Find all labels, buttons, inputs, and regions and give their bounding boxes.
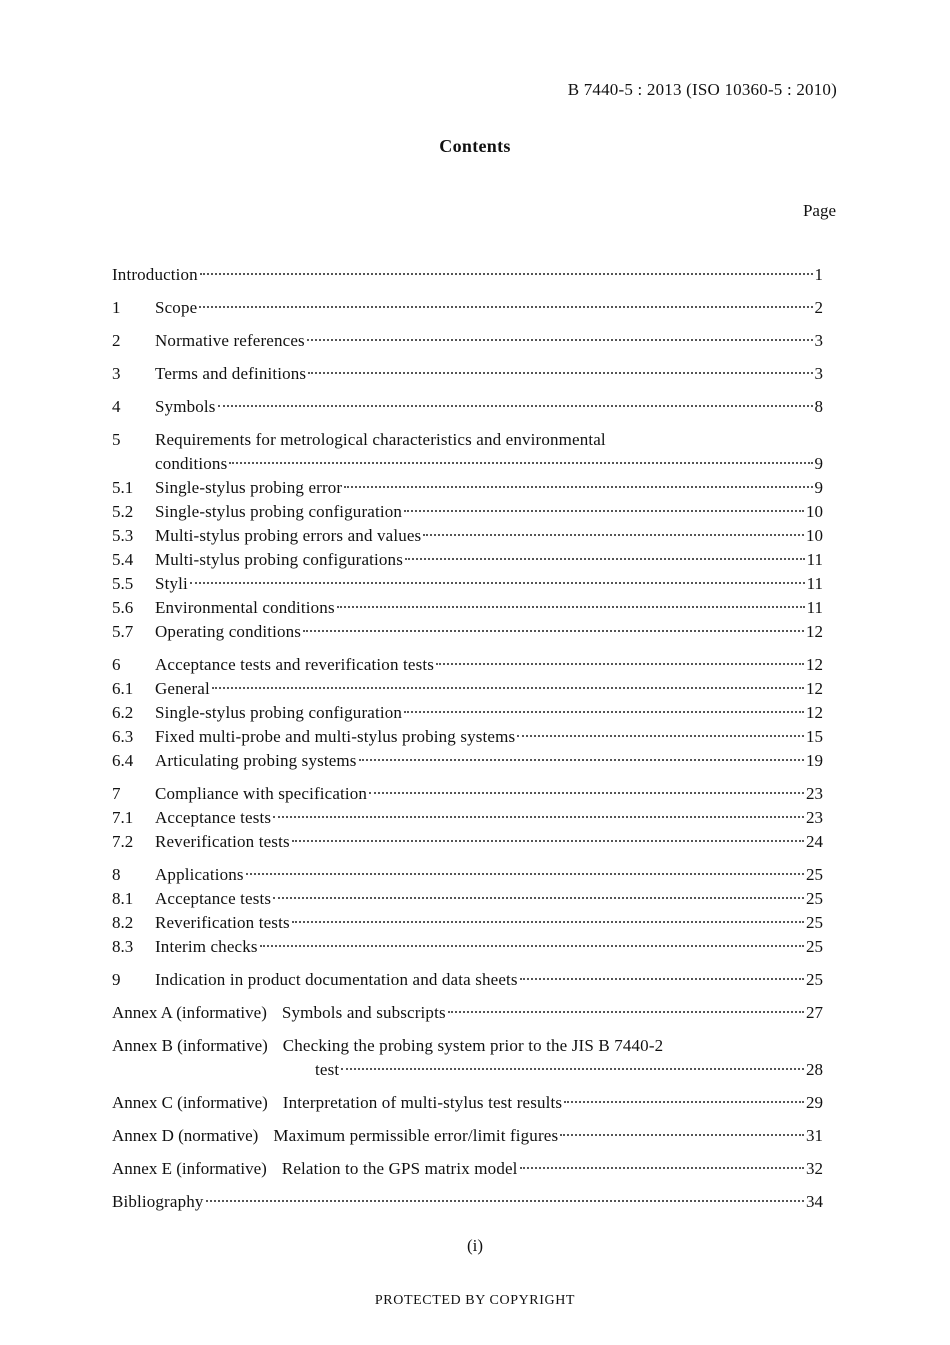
section-number: 1 xyxy=(112,298,121,317)
dot-leader xyxy=(292,840,804,842)
toc-entry-page: 25 xyxy=(806,889,823,908)
toc-entry-title: Acceptance tests xyxy=(155,808,272,827)
page-column-label: Page xyxy=(802,201,836,220)
toc-entry-page: 12 xyxy=(806,703,823,722)
section-number: 8.1 xyxy=(112,889,134,908)
page-number: (i) xyxy=(466,1236,484,1255)
annex-label: Annex C (informative) xyxy=(112,1093,268,1112)
toc-entry-acceptance-reverification[interactable] xyxy=(112,653,823,677)
dot-leader xyxy=(564,1101,804,1103)
toc-entry-5-2[interactable] xyxy=(112,500,823,524)
section-number: 4 xyxy=(112,397,121,416)
dot-leader xyxy=(199,306,812,308)
toc-entry-title: Compliance with specification xyxy=(155,784,368,803)
toc-entry-annex-b-continued[interactable] xyxy=(112,1058,823,1082)
toc-entry-page: 34 xyxy=(806,1192,823,1211)
toc-entry-page: 11 xyxy=(806,598,823,617)
toc-entry-page: 25 xyxy=(806,937,823,956)
dot-leader xyxy=(273,897,804,899)
toc-entry-title: Styli xyxy=(155,574,188,593)
dot-leader xyxy=(404,711,804,713)
toc-entry-page: 25 xyxy=(806,970,823,989)
toc-entry-title: Indication in product documentation and data sheets xyxy=(155,970,518,989)
toc-entry-page: 11 xyxy=(806,550,823,569)
toc-entry-title: Fixed multi-probe and multi-stylus probing systems xyxy=(155,727,516,746)
toc-entry-title: Scope xyxy=(155,298,198,317)
toc-entry-title: Single-stylus probing configuration xyxy=(155,502,403,521)
dot-leader xyxy=(308,372,812,374)
section-number: 8.2 xyxy=(112,913,134,932)
section-number: 6.2 xyxy=(112,703,134,722)
dot-leader xyxy=(200,273,813,275)
toc-entry-page: 29 xyxy=(806,1093,823,1112)
toc-entry-page: 12 xyxy=(806,679,823,698)
toc-entry-title: Environmental conditions xyxy=(155,598,335,617)
section-number: 5.7 xyxy=(112,622,134,641)
toc-entry-title: Multi-stylus probing configurations xyxy=(155,550,403,569)
toc-entry-symbols[interactable] xyxy=(112,395,823,419)
toc-entry-title: Terms and definitions xyxy=(155,364,307,383)
toc-entry-5-1[interactable] xyxy=(112,476,823,500)
toc-entry-page: 10 xyxy=(806,502,823,521)
toc-entry-page: 25 xyxy=(806,913,823,932)
toc-entry-annex-c[interactable] xyxy=(112,1091,823,1115)
toc-entry-page: 9 xyxy=(814,478,823,497)
dot-leader xyxy=(344,486,812,488)
toc-entry-annex-e[interactable] xyxy=(112,1157,823,1181)
toc-entry-page: 11 xyxy=(806,574,823,593)
annex-label: Annex D (normative) xyxy=(112,1126,259,1145)
toc-entry-page: 32 xyxy=(806,1159,823,1178)
toc-entry-terms-definitions[interactable] xyxy=(112,362,823,386)
section-number: 5.6 xyxy=(112,598,134,617)
toc-entry-title: Operating conditions xyxy=(155,622,302,641)
toc-entry-title: Symbols xyxy=(155,397,216,416)
section-number: 6 xyxy=(112,655,121,674)
toc-entry-page: 2 xyxy=(814,298,823,317)
section-number: 7.2 xyxy=(112,832,134,851)
section-number: 7.1 xyxy=(112,808,134,827)
toc-entry-title: Maximum permissible error/limit figures xyxy=(273,1126,559,1145)
toc-entry-8-2[interactable] xyxy=(112,911,823,935)
section-number: 6.3 xyxy=(112,727,134,746)
dot-leader xyxy=(260,945,804,947)
toc-entry-page: 9 xyxy=(814,454,823,473)
dot-leader xyxy=(448,1011,804,1013)
toc-entry-page: 23 xyxy=(806,808,823,827)
toc-entry-page: 1 xyxy=(814,265,823,284)
toc-entry-title: Normative references xyxy=(155,331,305,350)
toc-entry-6-1[interactable] xyxy=(112,677,823,701)
toc-entry-6-2[interactable] xyxy=(112,701,823,725)
toc-entry-7-1[interactable] xyxy=(112,806,823,830)
dot-leader xyxy=(369,792,804,794)
toc-entry-title: test xyxy=(315,1060,340,1079)
section-number: 6.1 xyxy=(112,679,134,698)
toc-entry-8-3[interactable] xyxy=(112,935,823,959)
dot-leader xyxy=(337,606,805,608)
document-identifier: B 7440-5 : 2013 (ISO 10360-5 : 2010) xyxy=(567,80,837,99)
annex-label: Annex E (informative) xyxy=(112,1159,267,1178)
dot-leader xyxy=(303,630,804,632)
toc-entry-page: 24 xyxy=(806,832,823,851)
toc-entry-title: Single-stylus probing configuration xyxy=(155,703,403,722)
dot-leader xyxy=(206,1200,804,1202)
toc-entry-page: 19 xyxy=(806,751,823,770)
section-number: 8.3 xyxy=(112,937,134,956)
toc-entry-title: Bibliography xyxy=(112,1192,204,1211)
toc-entry-title: conditions xyxy=(155,454,228,473)
copyright-notice: PROTECTED BY COPYRIGHT xyxy=(374,1293,576,1308)
toc-entry-requirements-continued[interactable] xyxy=(112,452,823,476)
toc-entry-indication[interactable] xyxy=(112,968,823,992)
toc-entry-title: Reverification tests xyxy=(155,913,290,932)
toc-entry-5-7[interactable] xyxy=(112,620,823,644)
contents-heading: Contents xyxy=(439,136,511,156)
toc-entry-page: 28 xyxy=(806,1060,823,1079)
toc-entry-requirements[interactable] xyxy=(112,428,823,452)
toc-entry-page: 25 xyxy=(806,865,823,884)
section-number: 3 xyxy=(112,364,121,383)
dot-leader xyxy=(405,558,805,560)
annex-label: Annex A (informative) xyxy=(112,1003,267,1022)
dot-leader xyxy=(359,759,804,761)
section-number: 5 xyxy=(112,430,121,449)
toc-entry-title: Requirements for metrological characteristics and environmental xyxy=(155,430,606,449)
section-number: 8 xyxy=(112,865,121,884)
toc-entry-title: Relation to the GPS matrix model xyxy=(281,1159,518,1178)
toc-entry-bibliography[interactable] xyxy=(112,1190,823,1214)
section-number: 5.2 xyxy=(112,502,134,521)
toc-entry-page: 23 xyxy=(806,784,823,803)
dot-leader xyxy=(520,1167,804,1169)
dot-leader xyxy=(436,663,804,665)
toc-entry-title: Symbols and subscripts xyxy=(281,1003,446,1022)
toc-entry-page: 8 xyxy=(814,397,823,416)
toc-entry-page: 12 xyxy=(806,622,823,641)
toc-entry-compliance[interactable] xyxy=(112,782,823,806)
toc-entry-page: 12 xyxy=(806,655,823,674)
section-number: 5.5 xyxy=(112,574,134,593)
toc-entry-page: 3 xyxy=(814,364,823,383)
toc-entry-title: Acceptance tests and reverification tests xyxy=(155,655,434,674)
dot-leader xyxy=(307,339,813,341)
toc-entry-8-1[interactable] xyxy=(112,887,823,911)
toc-entry-5-4[interactable] xyxy=(112,548,823,572)
toc-entry-title: Multi-stylus probing errors and values xyxy=(155,526,422,545)
dot-leader xyxy=(246,873,804,875)
toc-entry-scope[interactable] xyxy=(112,296,823,320)
dot-leader xyxy=(229,462,812,464)
toc-entry-page: 15 xyxy=(806,727,823,746)
toc-entry-title: Interim checks xyxy=(155,937,258,956)
section-number: 9 xyxy=(112,970,121,989)
toc-entry-page: 3 xyxy=(814,331,823,350)
toc-entry-title: Interpretation of multi-stylus test results xyxy=(282,1093,563,1112)
toc-entry-6-4[interactable] xyxy=(112,749,823,773)
dot-leader xyxy=(190,582,805,584)
section-number: 7 xyxy=(112,784,121,803)
dot-leader xyxy=(218,405,813,407)
toc-entry-title: Acceptance tests xyxy=(155,889,272,908)
dot-leader xyxy=(273,816,804,818)
dot-leader xyxy=(517,735,804,737)
toc-entry-title: Checking the probing system prior to the JIS B 7440-2 xyxy=(282,1036,664,1055)
dot-leader xyxy=(520,978,804,980)
toc-entry-title: Articulating probing systems xyxy=(155,751,357,770)
toc-entry-annex-d[interactable] xyxy=(112,1124,823,1148)
dot-leader xyxy=(292,921,804,923)
dot-leader xyxy=(212,687,804,689)
toc-entry-title: Introduction xyxy=(112,265,198,284)
toc-entry-annex-a[interactable] xyxy=(112,1001,823,1025)
toc-entry-7-2[interactable] xyxy=(112,830,823,854)
toc-entry-5-5[interactable] xyxy=(112,572,823,596)
toc-entry-annex-b[interactable] xyxy=(112,1034,823,1058)
dot-leader xyxy=(560,1134,804,1136)
dot-leader xyxy=(341,1068,804,1070)
dot-leader xyxy=(423,534,804,536)
section-number: 5.1 xyxy=(112,478,134,497)
section-number: 2 xyxy=(112,331,121,350)
toc-entry-introduction[interactable] xyxy=(112,263,823,287)
toc-entry-title: Single-stylus probing error xyxy=(155,478,343,497)
toc-entry-5-3[interactable] xyxy=(112,524,823,548)
table-of-contents xyxy=(112,263,823,1214)
toc-entry-applications[interactable] xyxy=(112,863,823,887)
toc-entry-page: 10 xyxy=(806,526,823,545)
toc-entry-6-3[interactable] xyxy=(112,725,823,749)
toc-entry-title: Reverification tests xyxy=(155,832,290,851)
toc-entry-5-6[interactable] xyxy=(112,596,823,620)
toc-entry-title: General xyxy=(155,679,210,698)
toc-entry-title: Applications xyxy=(155,865,244,884)
section-number: 5.4 xyxy=(112,550,134,569)
toc-entry-page: 31 xyxy=(806,1126,823,1145)
dot-leader xyxy=(404,510,804,512)
section-number: 6.4 xyxy=(112,751,134,770)
section-number: 5.3 xyxy=(112,526,134,545)
toc-entry-normative-references[interactable] xyxy=(112,329,823,353)
annex-label: Annex B (informative) xyxy=(112,1036,268,1055)
toc-entry-page: 27 xyxy=(806,1003,823,1022)
